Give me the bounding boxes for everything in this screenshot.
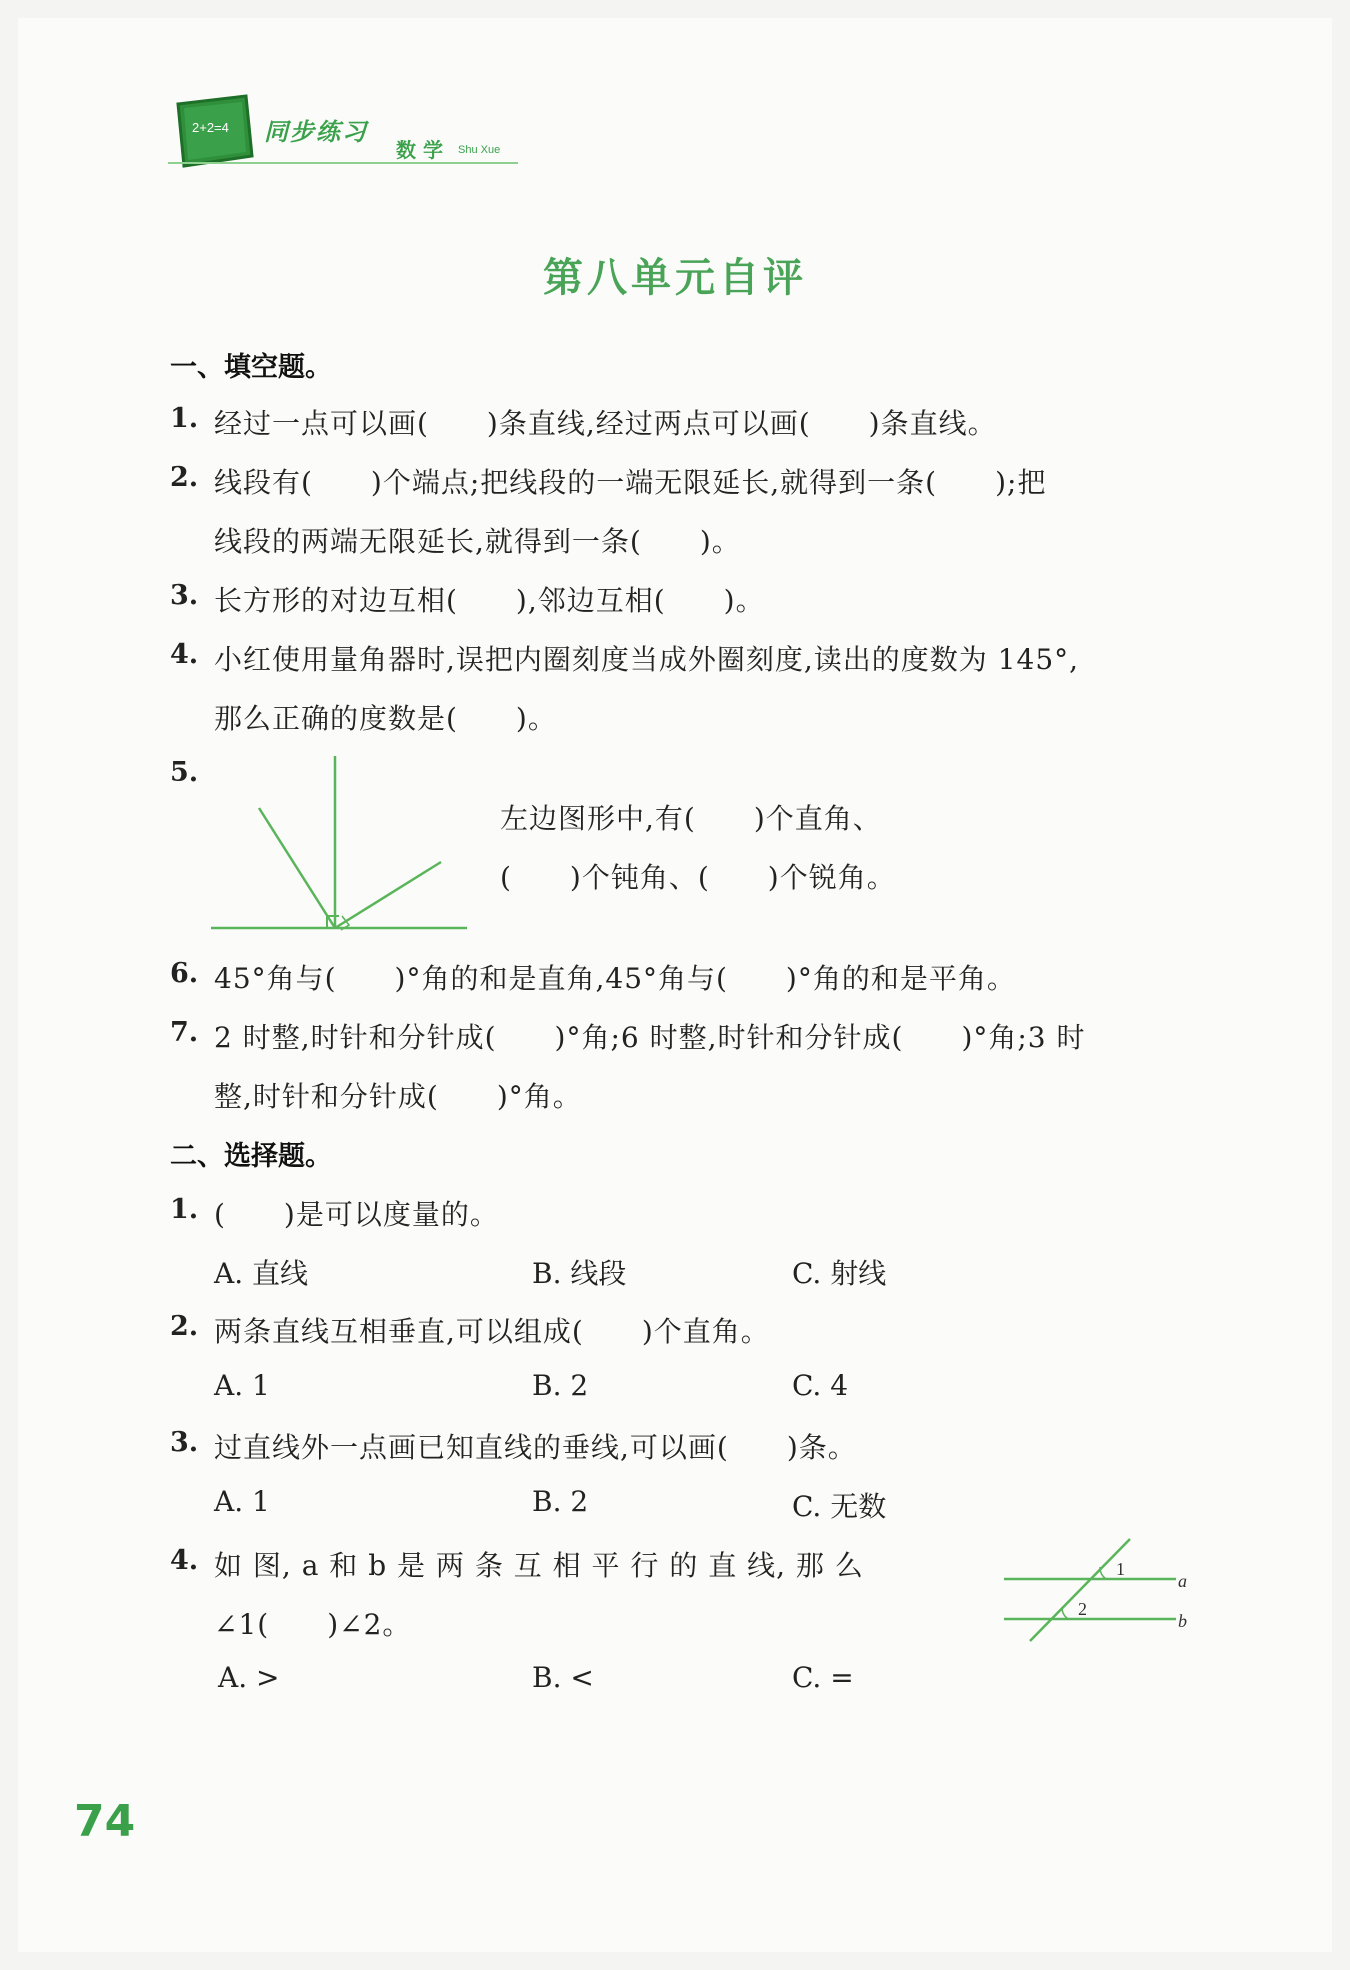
- question-text: 经过一点可以画( )条直线,经过两点可以画( )条直线。: [214, 407, 997, 440]
- subject-pinyin: Shu Xue: [458, 144, 501, 156]
- question-text: 2 时整,时针和分针成( )°角;6 时整,时针和分针成( )°角;3 时: [214, 1021, 1086, 1054]
- question-text: 整,时针和分针成( )°角。: [214, 1080, 582, 1113]
- question-text: 如 图, a 和 b 是 两 条 互 相 平 行 的 直 线, 那 么: [214, 1549, 864, 1582]
- header-rule: [168, 162, 518, 164]
- page-number: 74: [74, 1796, 136, 1847]
- question-text: 小红使用量角器时,误把内圈刻度当成外圈刻度,读出的度数为 145°,: [214, 643, 1080, 676]
- question-text: 左边图形中,有( )个直角、: [500, 802, 882, 835]
- parallel-lines-figure: [1000, 1535, 1200, 1645]
- option-a: A. >: [218, 1661, 280, 1694]
- option-a: A. 1: [214, 1369, 270, 1402]
- question-number: 6.: [170, 958, 199, 989]
- header: [168, 88, 528, 180]
- option-b: B. 2: [532, 1369, 589, 1402]
- question-text: ( )个钝角、( )个锐角。: [500, 861, 896, 894]
- angle-figure: [205, 750, 475, 940]
- option-b: B. 线段: [532, 1257, 627, 1290]
- line-b-label: b: [1178, 1611, 1187, 1631]
- question-number: 5.: [170, 757, 199, 788]
- question-number: 4.: [170, 1545, 199, 1576]
- option-b: B. <: [532, 1661, 594, 1694]
- section-heading-choice: 二、选择题。: [170, 1141, 332, 1172]
- question-text: 线段的两端无限延长,就得到一条( )。: [214, 525, 741, 558]
- line-a-label: a: [1178, 1571, 1187, 1591]
- question-number: 4.: [170, 639, 199, 670]
- question-text: 两条直线互相垂直,可以组成( )个直角。: [214, 1315, 770, 1348]
- question-number: 3.: [170, 1427, 199, 1458]
- option-a: A. 直线: [214, 1257, 309, 1290]
- option-a: A. 1: [214, 1485, 270, 1518]
- option-c: C. 4: [792, 1369, 849, 1402]
- question-text: ( )是可以度量的。: [214, 1198, 499, 1231]
- question-text: 长方形的对边互相( ),邻边互相( )。: [214, 584, 765, 617]
- question-text: 过直线外一点画已知直线的垂线,可以画( )条。: [214, 1431, 857, 1464]
- chalkboard-icon: [174, 94, 254, 172]
- question-number: 2.: [170, 1311, 199, 1342]
- question-number: 1.: [170, 1194, 199, 1225]
- question-number: 2.: [170, 462, 199, 493]
- option-b: B. 2: [532, 1485, 589, 1518]
- board-text: 2+2=4: [192, 120, 229, 135]
- question-text: 那么正确的度数是( )。: [214, 702, 557, 735]
- question-text: 线段有( )个端点;把线段的一端无限延长,就得到一条( );把: [214, 466, 1047, 499]
- subject-label: 数 学: [396, 138, 443, 162]
- angle-1-label: 1: [1116, 1559, 1125, 1579]
- option-c: C. 无数: [792, 1490, 887, 1523]
- question-number: 1.: [170, 403, 199, 434]
- question-text: 45°角与( )°角的和是直角,45°角与( )°角的和是平角。: [214, 962, 1016, 995]
- question-number: 7.: [170, 1017, 199, 1048]
- option-c: C. =: [792, 1661, 854, 1694]
- option-c: C. 射线: [792, 1257, 887, 1290]
- page-title: 第八单元自评: [543, 254, 807, 301]
- question-number: 3.: [170, 580, 199, 611]
- section-heading-fill-blank: 一、填空题。: [170, 352, 332, 383]
- brand-title: 同步练习: [264, 118, 368, 146]
- question-text: ∠1( )∠2。: [214, 1608, 412, 1641]
- angle-2-label: 2: [1078, 1599, 1087, 1619]
